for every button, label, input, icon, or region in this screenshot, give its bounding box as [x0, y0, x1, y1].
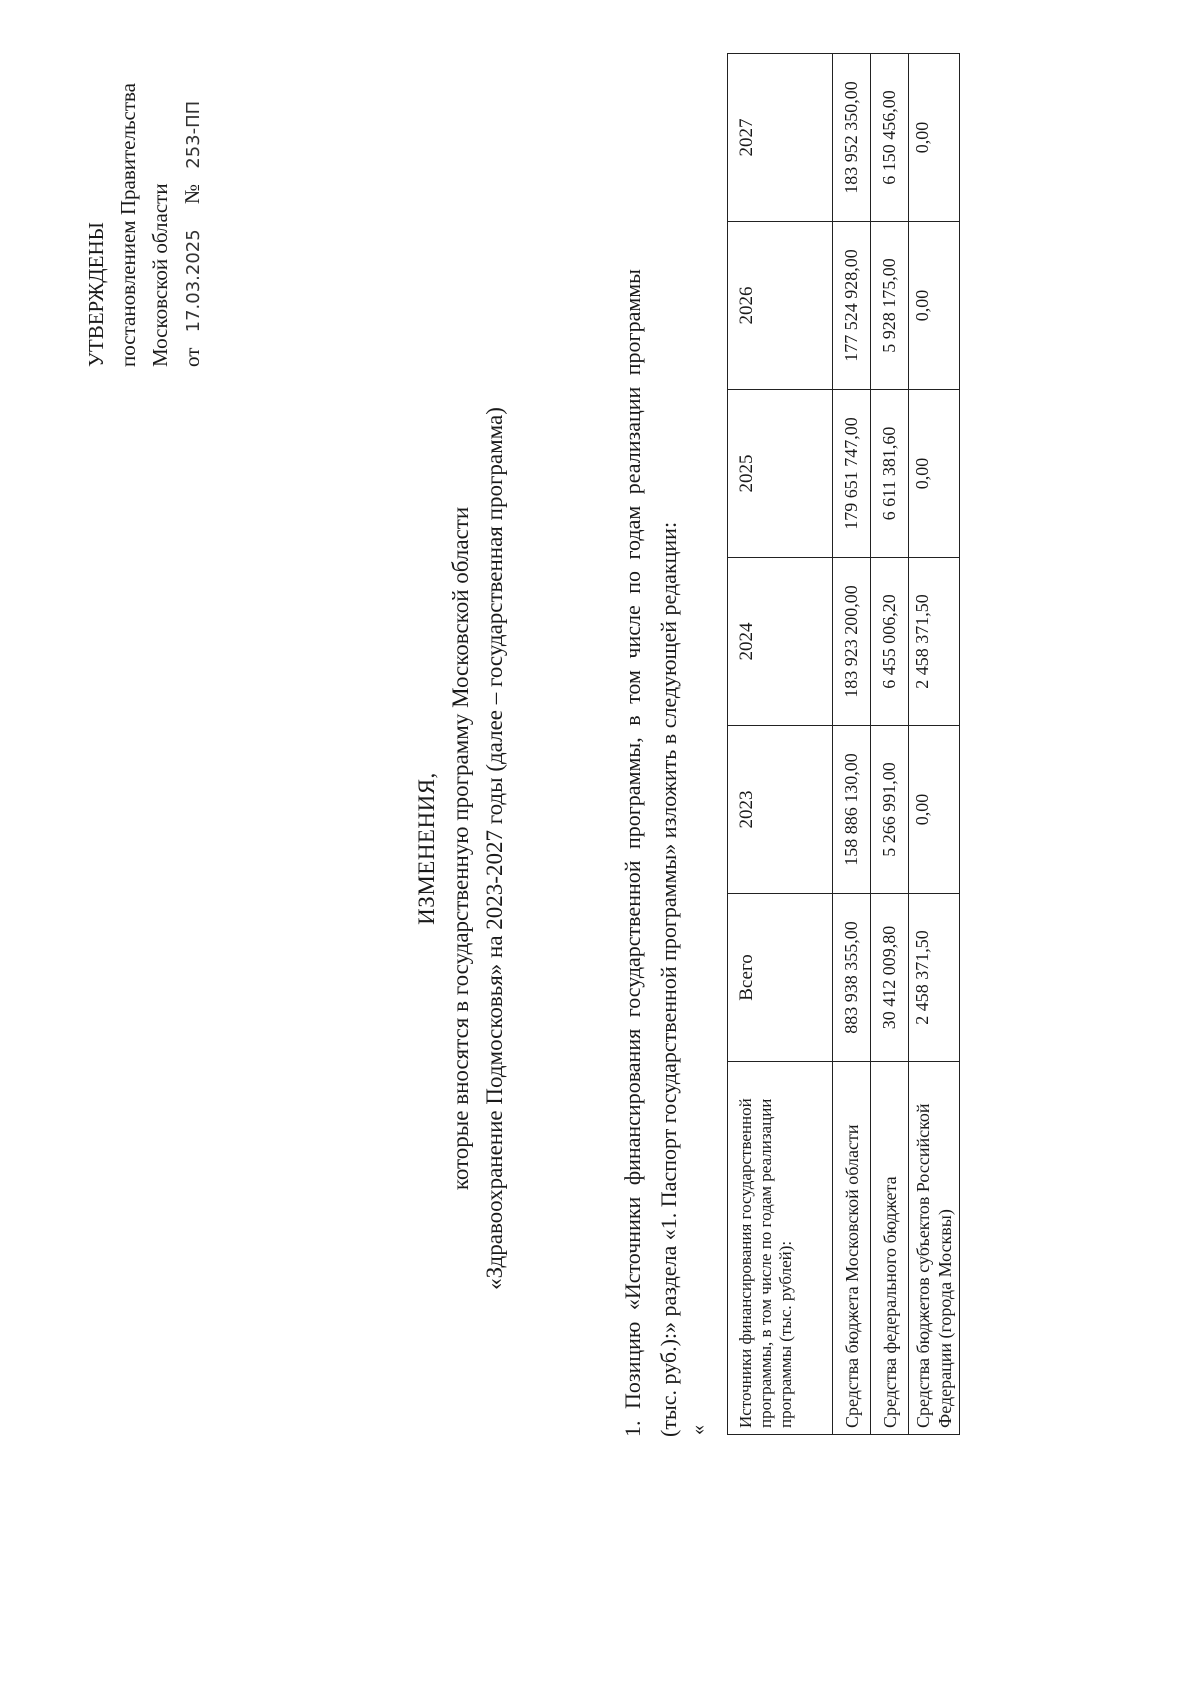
cell-value: 183 923 200,00 — [833, 558, 871, 726]
cell-value: 2 458 371,50 — [909, 894, 960, 1062]
paragraph-line1: 1. Позицию «Источники финансирования государственной программы, в том числе по годам реализации программы — [620, 269, 645, 1437]
cell-value: 2 458 371,50 — [909, 558, 960, 726]
cell-value: 183 952 350,00 — [833, 54, 871, 222]
opening-quote: « — [687, 1425, 709, 1435]
document-title: ИЗМЕНЕНИЯ, — [414, 772, 439, 925]
approval-title: УТВЕРЖДЕНЫ — [84, 222, 108, 367]
approval-stamp — [80, 83, 210, 367]
cell-value: 158 886 130,00 — [833, 726, 871, 894]
amendment-paragraph — [615, 137, 687, 1437]
header-2025: 2025 — [728, 390, 833, 558]
cell-value: 0,00 — [909, 222, 960, 390]
cell-value: 883 938 355,00 — [833, 894, 871, 1062]
row-source: Средства бюджета Московской области — [833, 1062, 871, 1435]
table-header-row — [728, 54, 833, 1435]
table-row — [909, 54, 960, 1435]
header-2023: 2023 — [728, 726, 833, 894]
table-row — [833, 54, 871, 1435]
header-2024: 2024 — [728, 558, 833, 726]
row-source: Средства федерального бюджета — [871, 1062, 909, 1435]
approval-from-label: от — [180, 347, 204, 367]
paragraph-line2: (тыс. руб.):» раздела «1. Паспорт государственной программы» изложить в следующей редакции: — [656, 521, 681, 1437]
cell-value: 6 455 006,20 — [871, 558, 909, 726]
header-source: Источники финансирования государственной программы, в том числе по годам реализации программы (тыс. рублей): — [728, 1062, 833, 1435]
header-total: Всего — [728, 894, 833, 1062]
header-2026: 2026 — [728, 222, 833, 390]
approval-number-label: № — [180, 183, 204, 205]
cell-value: 179 651 747,00 — [833, 390, 871, 558]
cell-value: 0,00 — [909, 390, 960, 558]
document-heading — [410, 0, 512, 1697]
document-subtitle-line2: «Здравоохранение Подмосковья» на 2023-2027 годы (далее – государственная программа) — [482, 407, 507, 1290]
financing-table — [727, 53, 960, 1435]
cell-value: 30 412 009,80 — [871, 894, 909, 1062]
approval-region: Московской области — [148, 183, 172, 367]
cell-value: 5 266 991,00 — [871, 726, 909, 894]
cell-value: 6 150 456,00 — [871, 54, 909, 222]
cell-value: 5 928 175,00 — [871, 222, 909, 390]
approval-date: 17.03.2025 — [183, 229, 204, 333]
approval-number: 253-ПП — [183, 100, 204, 169]
approval-date-line — [176, 83, 210, 367]
approval-issuer: постановлением Правительства — [116, 82, 140, 367]
cell-value: 177 524 928,00 — [833, 222, 871, 390]
document-subtitle-line1: которые вносятся в государственную программу Московской области — [448, 506, 473, 1191]
row-source: Средства бюджетов субъектов Российской Федерации (города Москвы) — [909, 1062, 960, 1435]
header-2027: 2027 — [728, 54, 833, 222]
cell-value: 0,00 — [909, 54, 960, 222]
cell-value: 0,00 — [909, 726, 960, 894]
table-row — [871, 54, 909, 1435]
cell-value: 6 611 381,60 — [871, 390, 909, 558]
